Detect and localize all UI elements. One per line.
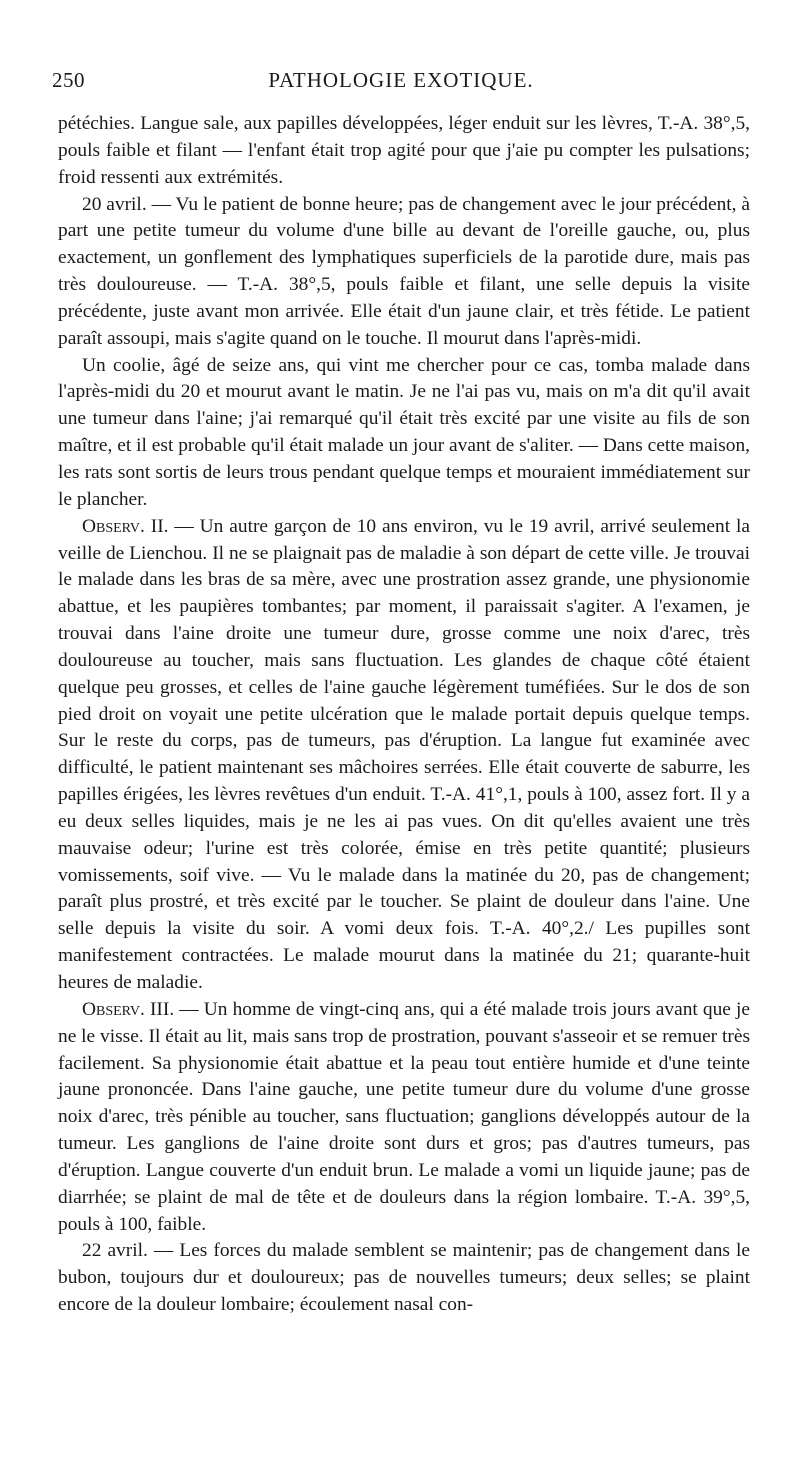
observation-label: Observ. II. xyxy=(82,515,169,537)
paragraph: Un coolie, âgé de seize ans, qui vint me chercher pour ce cas, tomba malade dans l'après-midi du 20 et mourut avant le matin. Je ne l'ai pas vu, mais on m'a dit qu'il avait une tumeur dans l'aine; j'ai remarqué qu'il était très excité par une visite au fils de son maître, et il est probable qu'il était malade un jour avant de s'aliter. — Dans cette maison, les rats sont sortis de leurs trous pendant quelque temps et mouraient immédiatement sur le plancher. xyxy=(58,354,750,510)
paragraph: 20 avril. — Vu le patient de bonne heure; pas de changement avec le jour précédent, à part une petite tumeur du volume d'une bille au devant de l'oreille gauche, ou, plus exactement, un gonflement des lymphatiques superficiels de la parotide dure, mais pas très douloureuse. — T.-A. 38°,5, pouls faible et filant, une selle depuis la visite précédente, juste avant mon arrivée. Elle était d'un jaune clair, et très fétide. Le patient paraît assoupi, mais s'agite quand on le touche. Il mourut dans l'après-midi. xyxy=(58,193,750,349)
page-number: 250 xyxy=(52,68,85,92)
paragraph: pétéchies. Langue sale, aux papilles développées, léger enduit sur les lèvres, T.-A. 38°,5, pouls faible et filant — l'enfant était trop agité pour que j'aie pu compter les pulsations; froid ressenti aux extrémités. xyxy=(58,113,750,188)
observation-text: — Un autre garçon de 10 ans environ, vu le 19 avril, arrivé seulement la veille de Lienchou. Il ne se plaignait pas de maladie à son départ de cette ville. Je trouvai le malade dans les bras de sa mère, avec une prostration assez grande, une physionomie abattue, et les paupières tombantes; par moment, il paraissait s'agiter. A l'examen, je trouvai dans l'aine droite une tumeur dure, grosse comme une noix d'arec, très douloureuse au toucher, mais sans fluctuation. Les glandes de chaque côté étaient quelque peu grosses, et celles de l'aine gauche légèrement tuméfiées. Sur le dos de son pied droit on voyait une petite ulcération que le malade portait depuis quelque temps. Sur le reste du corps, pas de tumeurs, pas d'éruption. La langue fut examinée avec difficulté, le patient maintenant ses mâchoires serrées. Elle était couverte de saburre, les papilles érigées, les lèvres revêtues d'un enduit. T.-A. 41°,1, pouls à 100, assez fort. Il y a eu deux selles liquides, mais je ne les ai pas vues. On dit qu'elles avaient une très mauvaise odeur; l'urine est très colorée, émise en très petite quantité; plusieurs vomissements, soif vive. — Vu le malade dans la matinée du 20, pas de changement; paraît plus prostré, et très excité par le toucher. Se plaint de douleur dans l'aine. Une selle depuis la visite du soir. A vomi deux fois. T.-A. 40°,2./ Les pupilles sont manifestement contractées. Le malade mourut dans la matinée du 21; quarante-huit heures de maladie. xyxy=(58,515,750,993)
running-head xyxy=(52,68,750,98)
running-title: PATHOLOGIE EXOTIQUE. xyxy=(268,68,534,92)
observation-paragraph xyxy=(58,997,750,1239)
observation-text: — Un homme de vingt-cinq ans, qui a été malade trois jours avant que je ne le visse. Il était au lit, mais sans trop de prostration, pouvant s'asseoir et se remuer très facilement. Sa physionomie était abattue et la peau tout entière humide et d'une teinte jaune prononcée. Dans l'aine gauche, une petite tumeur dure du volume d'une grosse noix d'arec, très pénible au toucher, sans fluctuation; ganglions développés autour de la tumeur. Les ganglions de l'aine droite sont durs et gros; pas d'autres tumeurs, pas d'éruption. Langue couverte d'un enduit brun. Le malade a vomi un liquide jaune; pas de diarrhée; se plaint de mal de tête et de douleurs dans la région lombaire. T.-A. 39°,5, pouls à 100, faible. xyxy=(58,998,751,1235)
paragraph: 22 avril. — Les forces du malade semblent se maintenir; pas de changement dans le bubon, toujours dur et douloureux; pas de nouvelles tumeurs; deux selles; se plaint encore de la douleur lombaire; écoulement nasal con- xyxy=(58,1240,750,1316)
observation-paragraph xyxy=(58,514,750,997)
body-text xyxy=(58,111,750,1319)
observation-label: Observ. III. xyxy=(82,998,175,1020)
